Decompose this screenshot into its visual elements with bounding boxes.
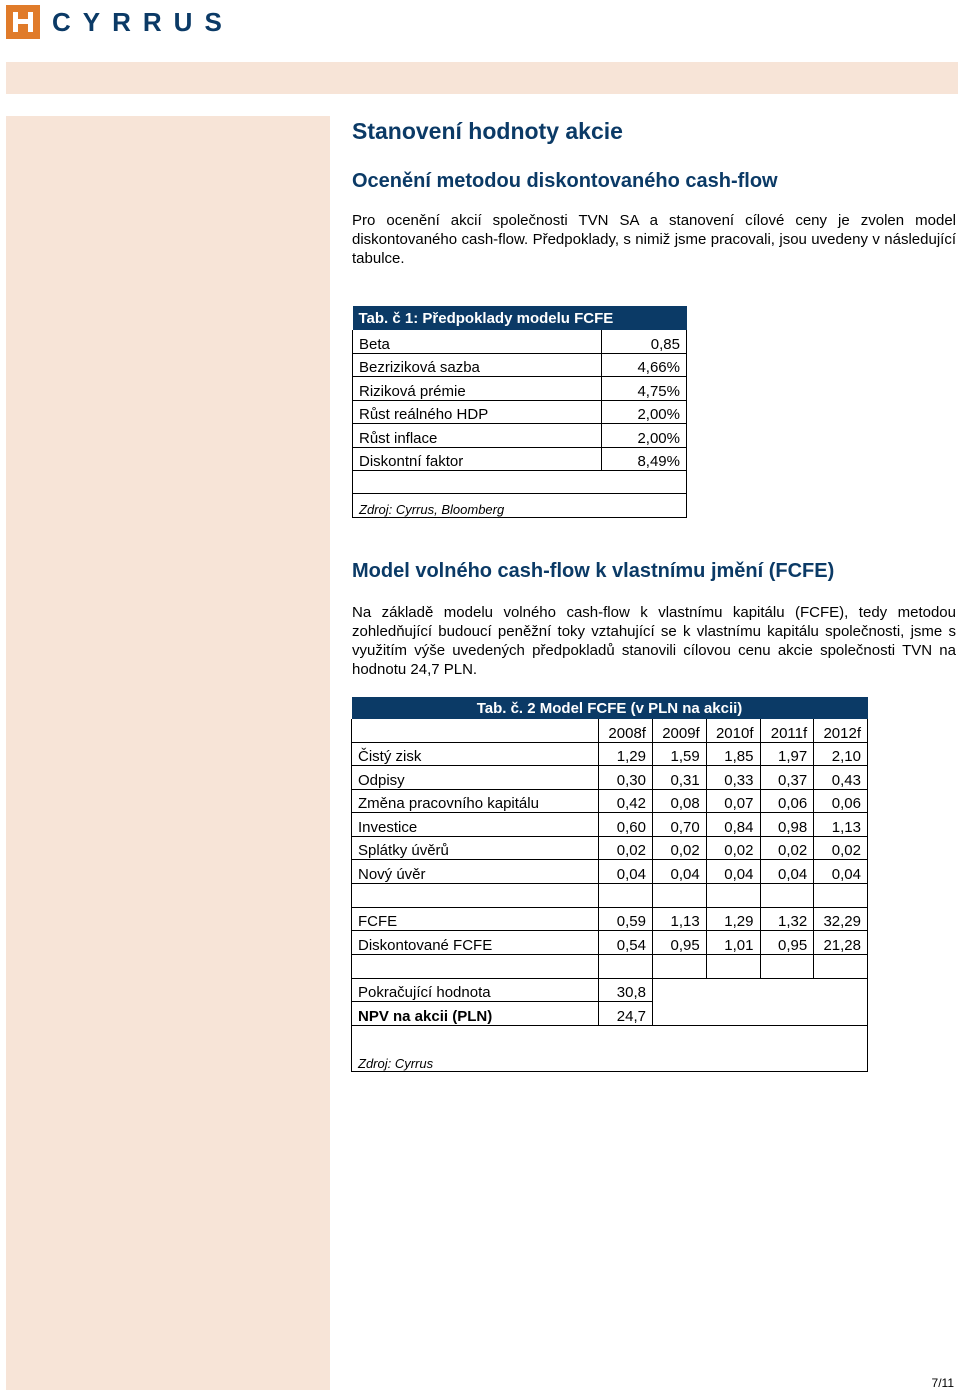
table-row [352, 836, 868, 860]
table-row [352, 931, 868, 955]
row-label: Bezriziková sazba [353, 353, 602, 377]
row-value: 1,29 [599, 742, 653, 766]
row-label: Odpisy [352, 766, 599, 790]
row-value: 2,00% [602, 424, 687, 448]
page-number: 7/11 [931, 1376, 954, 1390]
row-value: 1,97 [760, 742, 814, 766]
row-value: 1,13 [652, 907, 706, 931]
spacer-cell [652, 954, 706, 978]
row-label: Diskontní faktor [353, 447, 602, 471]
fcfe-model-table [351, 697, 868, 1072]
assumptions-table [352, 306, 687, 518]
row-value: 0,54 [599, 931, 653, 955]
spacer-cell [760, 954, 814, 978]
row-value: 1,01 [706, 931, 760, 955]
row-value: 0,04 [599, 860, 653, 884]
row-value: 0,43 [814, 766, 868, 790]
row-value: 0,06 [760, 789, 814, 813]
cyrrus-logo [6, 4, 234, 40]
npv-value: 24,7 [599, 1002, 653, 1026]
table-row [352, 860, 868, 884]
spacer-cell [352, 1025, 868, 1049]
year-header: 2011f [760, 719, 814, 742]
side-column [6, 116, 330, 1390]
table-row [352, 789, 868, 813]
row-value: 0,31 [652, 766, 706, 790]
empty-cell [760, 978, 814, 1002]
row-value: 0,02 [652, 836, 706, 860]
year-header: 2012f [814, 719, 868, 742]
row-value: 4,66% [602, 353, 687, 377]
spacer-cell [352, 954, 599, 978]
row-value: 0,04 [652, 860, 706, 884]
table-row [352, 907, 868, 931]
empty-cell [706, 1002, 760, 1026]
spacer-cell [599, 954, 653, 978]
header-spacer [352, 719, 599, 742]
spacer-cell [352, 883, 599, 907]
empty-cell [652, 978, 706, 1002]
spacer-cell [814, 954, 868, 978]
row-value: 0,59 [599, 907, 653, 931]
assumptions-table-caption: Tab. č 1: Předpoklady modelu FCFE [353, 306, 687, 330]
section2-heading: Model volného cash-flow k vlastnímu jmění (FCFE) [352, 560, 835, 582]
empty-cell [814, 1002, 868, 1026]
fcfe-table-caption: Tab. č. 2 Model FCFE (v PLN na akcii) [352, 697, 868, 719]
table-row [352, 742, 868, 766]
row-label: Diskontované FCFE [352, 931, 599, 955]
table-row [353, 424, 687, 448]
row-label: Změna pracovního kapitálu [352, 789, 599, 813]
row-value: 2,00% [602, 400, 687, 424]
row-value: 1,85 [706, 742, 760, 766]
row-value: 0,02 [760, 836, 814, 860]
row-value: 1,29 [706, 907, 760, 931]
row-value: 0,37 [760, 766, 814, 790]
table2-source: Zdroj: Cyrrus [352, 1049, 868, 1072]
spacer-cell [706, 883, 760, 907]
year-header: 2009f [652, 719, 706, 742]
section1-text: Pro ocenění akcií společnosti TVN SA a stanovení cílové ceny je zvolen model diskontovaného cash-flow. Předpoklady, s nimiž jsme pracovali, jsou uvedeny v následující tabulce. [352, 212, 956, 267]
npv-label: NPV na akcii (PLN) [352, 1002, 599, 1026]
row-label: Růst reálného HDP [353, 400, 602, 424]
year-header: 2008f [599, 719, 653, 742]
row-value: 0,06 [814, 789, 868, 813]
spacer-cell [814, 883, 868, 907]
table1-source: Zdroj: Cyrrus, Bloomberg [353, 494, 687, 518]
empty-cell [814, 978, 868, 1002]
table-row [353, 377, 687, 401]
row-value: 0,98 [760, 813, 814, 837]
table-row [353, 400, 687, 424]
row-label: Nový úvěr [352, 860, 599, 884]
row-value: 0,95 [760, 931, 814, 955]
row-value: 0,30 [599, 766, 653, 790]
brand-name: CYRRUS [52, 6, 234, 37]
table-row [353, 353, 687, 377]
row-value: 1,32 [760, 907, 814, 931]
row-value: 21,28 [814, 931, 868, 955]
cyrrus-logo-mark-icon [6, 5, 40, 39]
row-value: 0,70 [652, 813, 706, 837]
section2-text: Na základě modelu volného cash-flow k vlastnímu kapitálu (FCFE), tedy metodou zohledňující budoucí peněžní toky vztahující se k vlastnímu kapitálu společnosti, jsme s využitím výše uvedených předpokladů stanovili cílovou cenu akcie společnosti TVN na hodnotu 24,7 PLN. [352, 604, 956, 678]
table-row [352, 766, 868, 790]
table-row [352, 978, 868, 1002]
terminal-value: 30,8 [599, 978, 653, 1002]
row-value: 32,29 [814, 907, 868, 931]
row-value: 1,13 [814, 813, 868, 837]
empty-cell [706, 978, 760, 1002]
spacer-cell [706, 954, 760, 978]
empty-cell [652, 1002, 706, 1026]
year-header: 2010f [706, 719, 760, 742]
row-value: 0,02 [814, 836, 868, 860]
row-value: 0,07 [706, 789, 760, 813]
row-value: 0,33 [706, 766, 760, 790]
row-value: 0,08 [652, 789, 706, 813]
header-band [6, 62, 958, 94]
row-value: 0,60 [599, 813, 653, 837]
row-label: Investice [352, 813, 599, 837]
row-value: 0,04 [760, 860, 814, 884]
row-value: 0,04 [814, 860, 868, 884]
table-row [352, 1002, 868, 1026]
row-label: Splátky úvěrů [352, 836, 599, 860]
row-value: 8,49% [602, 447, 687, 471]
row-label: Růst inflace [353, 424, 602, 448]
row-label: Čistý zisk [352, 742, 599, 766]
row-value: 0,02 [599, 836, 653, 860]
table-header-row [352, 719, 868, 742]
row-value: 0,85 [602, 330, 687, 353]
table-row [352, 813, 868, 837]
page-title: Stanovení hodnoty akcie [352, 118, 623, 144]
row-value: 0,95 [652, 931, 706, 955]
spacer-cell [760, 883, 814, 907]
row-value: 2,10 [814, 742, 868, 766]
row-value: 0,04 [706, 860, 760, 884]
table-row [353, 330, 687, 353]
row-label: Beta [353, 330, 602, 353]
empty-cell [760, 1002, 814, 1026]
table-row [353, 447, 687, 471]
row-value: 0,84 [706, 813, 760, 837]
terminal-value-label: Pokračující hodnota [352, 978, 599, 1002]
empty-row [353, 471, 687, 494]
section1-heading: Ocenění metodou diskontovaného cash-flow [352, 170, 778, 192]
row-label: Riziková prémie [353, 377, 602, 401]
row-value: 0,02 [706, 836, 760, 860]
spacer-cell [652, 883, 706, 907]
row-value: 4,75% [602, 377, 687, 401]
row-label: FCFE [352, 907, 599, 931]
spacer-cell [599, 883, 653, 907]
row-value: 0,42 [599, 789, 653, 813]
row-value: 1,59 [652, 742, 706, 766]
